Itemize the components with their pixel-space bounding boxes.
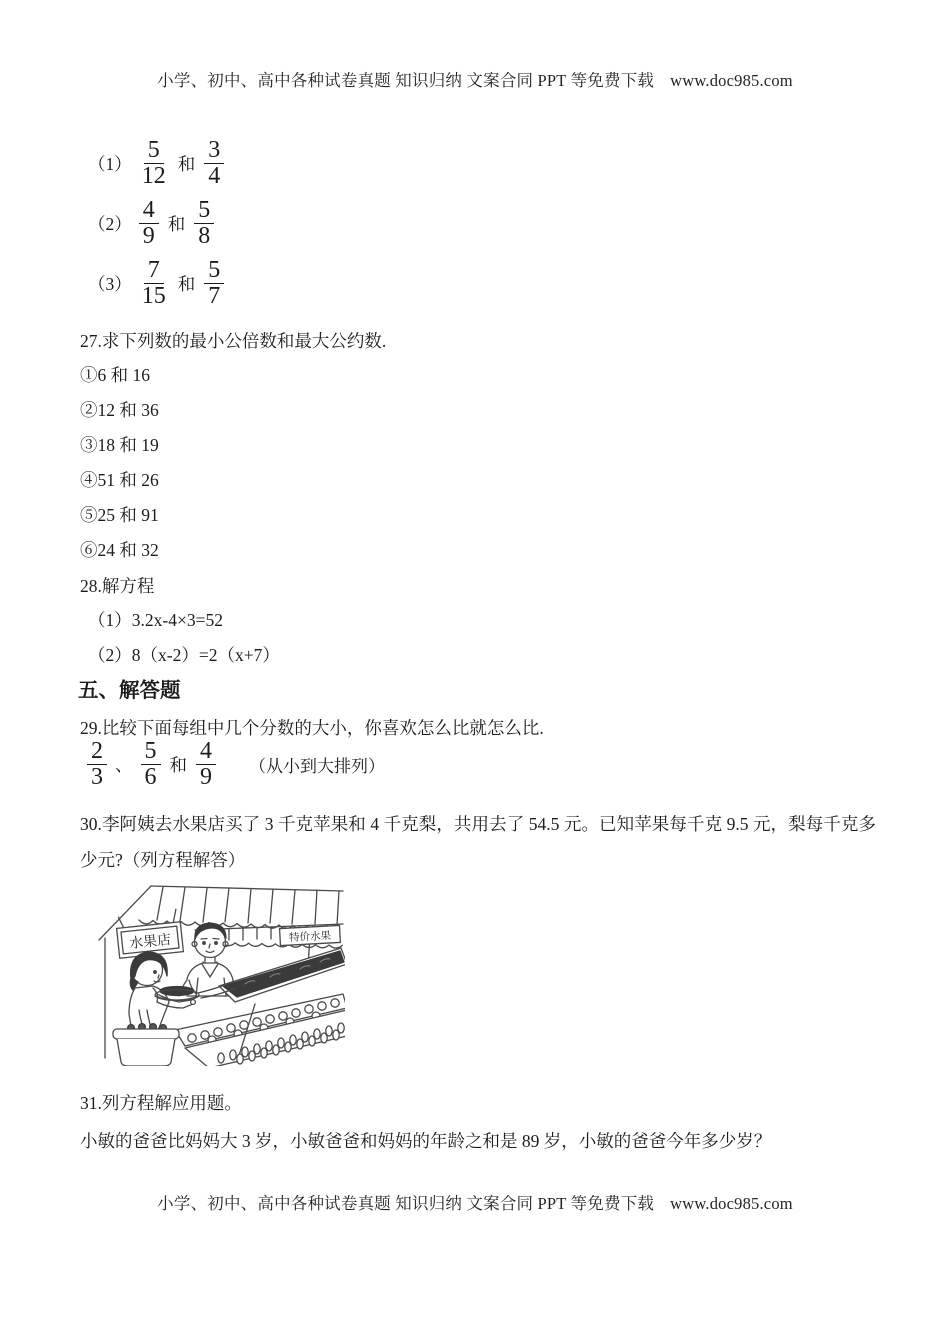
q30-text: 30.李阿姨去水果店买了 3 千克苹果和 4 千克梨，共用去了 54.5 元。已知苹果每千克 9.5 元，梨每千克多少元?（列方程解答） xyxy=(80,814,876,870)
fruit-shop-drawing xyxy=(95,882,345,1066)
fraction xyxy=(139,198,159,249)
fraction-numerator: 5 xyxy=(141,739,161,765)
footer-site-url: www.doc985.com xyxy=(670,1194,793,1213)
fraction xyxy=(87,739,107,790)
fraction-denominator: 7 xyxy=(208,283,221,310)
fraction xyxy=(194,198,214,249)
compare-item-3 xyxy=(88,258,231,309)
fraction-denominator: 8 xyxy=(198,223,211,250)
fraction xyxy=(196,739,216,790)
page-footer xyxy=(0,1190,950,1214)
fraction xyxy=(139,258,169,309)
fraction-denominator: 12 xyxy=(141,163,166,190)
q27-title: 27.求下列数的最小公倍数和最大公约数. xyxy=(80,331,387,351)
price-sign-label: 特价水果 xyxy=(288,929,332,945)
q27-item-1: ①6 和 16 xyxy=(80,365,150,385)
item-label: （2） xyxy=(88,214,132,235)
q28-equation-2: （2）8（x-2）=2（x+7） xyxy=(88,645,280,665)
fraction-numerator: 5 xyxy=(194,198,214,224)
q28-equation-1: （1）3.2x-4×3=52 xyxy=(88,610,223,630)
q29-fraction-row xyxy=(80,739,385,790)
fruit-shop-illustration xyxy=(95,882,345,1066)
q27-item-3: ③18 和 19 xyxy=(80,435,159,455)
footer-text: 小学、初中、高中各种试卷真题 知识归纳 文案合同 PPT 等免费下载 xyxy=(157,1194,655,1213)
conjunction-text: 和 xyxy=(169,755,187,776)
q28-title: 28.解方程 xyxy=(80,576,155,596)
compare-item-1 xyxy=(88,138,231,189)
section-five-heading: 五、解答题 xyxy=(78,679,181,702)
fraction-numerator: 2 xyxy=(87,739,107,765)
page-header xyxy=(0,67,950,91)
fraction-denominator: 4 xyxy=(208,163,221,190)
fraction-numerator: 7 xyxy=(144,258,164,284)
fraction-numerator: 4 xyxy=(139,198,159,224)
q31-title: 31.列方程解应用题。 xyxy=(80,1093,242,1113)
shop-sign-label: 水果店 xyxy=(128,930,172,952)
q31-text: 小敏的爸爸比妈妈大 3 岁，小敏爸爸和妈妈的年龄之和是 89 岁，小敏的爸爸今年多少岁？ xyxy=(80,1131,772,1151)
shop-sign xyxy=(115,909,183,958)
conjunction-text: 和 xyxy=(167,214,186,235)
fruit-trays xyxy=(175,994,345,1066)
fraction-denominator: 6 xyxy=(144,764,157,791)
fraction-denominator: 9 xyxy=(142,223,155,250)
q27-item-2: ②12 和 36 xyxy=(80,400,159,420)
fraction-numerator: 5 xyxy=(144,138,164,164)
conjunction-text: 和 xyxy=(177,154,196,175)
fraction xyxy=(139,138,169,189)
item-label: （1） xyxy=(88,154,132,175)
shopping-basket xyxy=(113,1024,179,1066)
conjunction-text: 和 xyxy=(177,274,196,295)
fraction-numerator: 3 xyxy=(204,138,224,164)
q29-title: 29.比较下面每组中几个分数的大小，你喜欢怎么比就怎么比. xyxy=(80,718,544,738)
item-label: （3） xyxy=(88,274,132,295)
q29-sort-note: （从小到大排列） xyxy=(249,757,385,777)
header-site-url: www.doc985.com xyxy=(670,71,793,90)
fraction xyxy=(141,739,161,790)
enumeration-comma: 、 xyxy=(115,755,133,776)
header-text: 小学、初中、高中各种试卷真题 知识归纳 文案合同 PPT 等免费下载 xyxy=(157,71,655,90)
fraction-denominator: 9 xyxy=(200,764,212,791)
fraction-numerator: 4 xyxy=(196,739,216,765)
dark-fruit-tray xyxy=(219,948,345,1002)
fraction-denominator: 3 xyxy=(91,764,103,791)
q27-item-5: ⑤25 和 91 xyxy=(80,505,159,525)
compare-item-2 xyxy=(88,198,221,249)
fraction-denominator: 15 xyxy=(141,283,166,310)
fraction-numerator: 5 xyxy=(204,258,224,284)
fraction xyxy=(204,258,224,309)
q27-item-6: ⑥24 和 32 xyxy=(80,540,159,560)
q27-item-4: ④51 和 26 xyxy=(80,470,159,490)
fraction xyxy=(204,138,224,189)
